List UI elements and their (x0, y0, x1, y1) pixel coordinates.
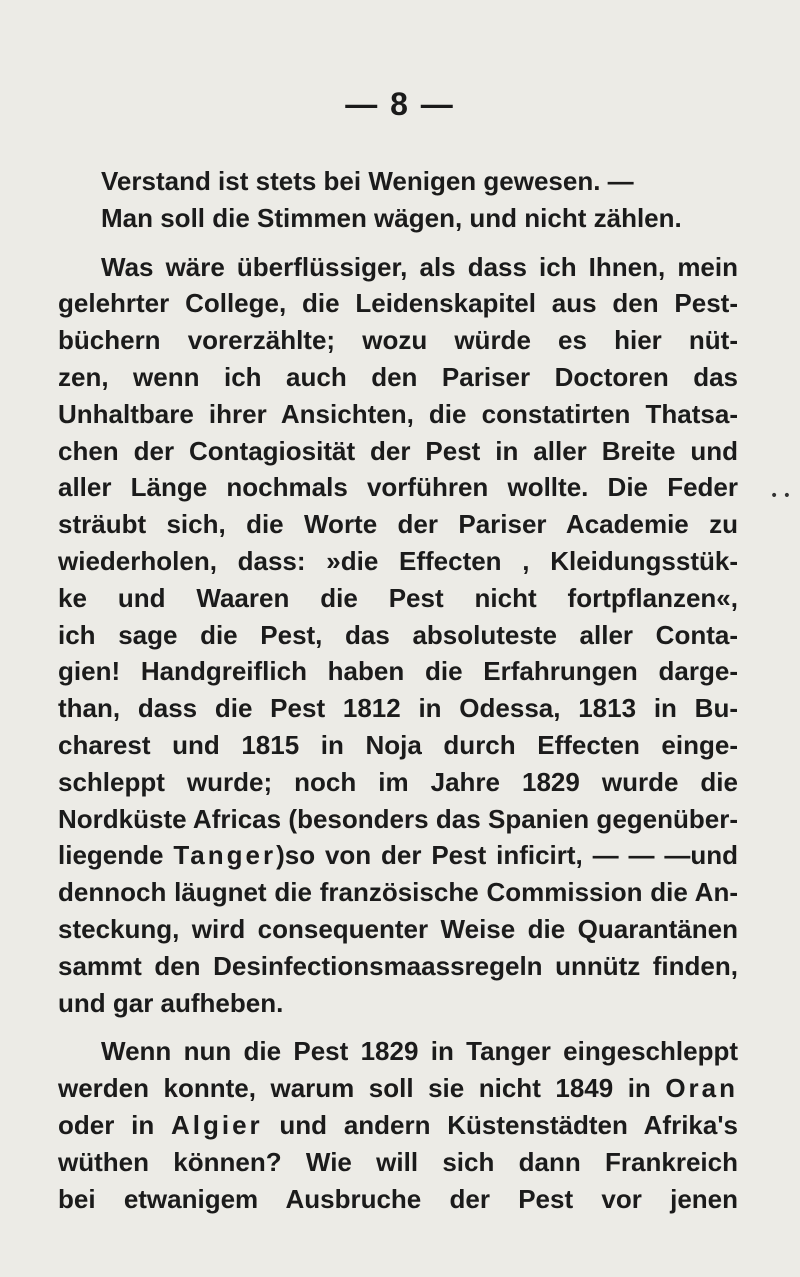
margin-mark: • • (770, 488, 791, 504)
text-line: gien! Handgreiflich haben die Erfahrungen darge- (58, 656, 738, 687)
text-line: schleppt wurde; noch im Jahre 1829 wurde die (58, 766, 738, 797)
place-name-algier: Algier (170, 1109, 263, 1140)
text-line: Wenn nun die Pest 1829 in Tanger eingeschleppt (101, 1036, 738, 1067)
text-line: aller Länge nochmals vorführen wollte. Die Feder (58, 472, 738, 503)
place-name-tanger: Tanger (173, 840, 277, 871)
place-name-oran: Oran (665, 1073, 738, 1104)
text-line: Was wäre überflüssiger, als dass ich Ihnen, mein (101, 251, 738, 282)
text-line: wiederholen, dass: »die Effecten , Kleidungsstük- (58, 545, 738, 576)
text-line: sträubt sich, die Worte der Pariser Academie zu (58, 509, 738, 540)
page-number: — 8 — (345, 86, 455, 122)
text-line: bei etwanigem Ausbruche der Pest vor jenen (58, 1183, 738, 1214)
text-line: Nordküste Africas (besonders das Spanien gegenüber- (58, 803, 738, 834)
text-line: than, dass die Pest 1812 in Odessa, 1813 in Bu- (58, 693, 738, 724)
text-fragment: und andern Küstenstädten Afrika's (262, 1109, 738, 1140)
text-line: Man soll die Stimmen wägen, und nicht zählen. (101, 202, 682, 233)
text-line: chen der Contagiosität der Pest in aller Breite und (58, 435, 738, 466)
text-line: Unhaltbare ihrer Ansichten, die constatirten Thatsa- (58, 398, 738, 429)
text-fragment: )so von der Pest inficirt, — — —und (276, 840, 738, 871)
text-fragment: liegende (58, 840, 174, 871)
text-line: zen, wenn ich auch den Pariser Doctoren das (58, 361, 738, 392)
body-text (58, 163, 738, 1217)
text-line-algier (58, 1107, 738, 1144)
text-line: steckung, wird consequenter Weise die Quarantänen (58, 913, 738, 944)
text-line-oran (58, 1070, 738, 1107)
text-line: büchern vorerzählte; wozu würde es hier nüt- (58, 325, 738, 356)
text-fragment: werden konnte, warum soll sie nicht 1849 in (58, 1073, 666, 1104)
text-line: ke und Waaren die Pest nicht fortpflanzen«, (58, 582, 738, 613)
text-line: dennoch läugnet die französische Commission die An- (58, 877, 738, 908)
text-line: charest und 1815 in Noja durch Effecten einge- (58, 729, 738, 760)
text-line: und gar aufheben. (58, 987, 284, 1018)
text-line: Verstand ist stets bei Wenigen gewesen. — (101, 166, 634, 196)
text-line: wüthen können? Wie will sich dann Frankreich (58, 1146, 738, 1177)
text-line: gelehrter College, die Leidenskapitel aus den Pest- (58, 288, 738, 319)
text-line: sammt den Desinfectionsmaassregeln unnütz finden, (58, 950, 738, 981)
text-fragment: oder in (58, 1109, 171, 1140)
text-line: ich sage die Pest, das absoluteste aller Conta- (58, 619, 738, 650)
text-line-tanger (58, 837, 738, 874)
